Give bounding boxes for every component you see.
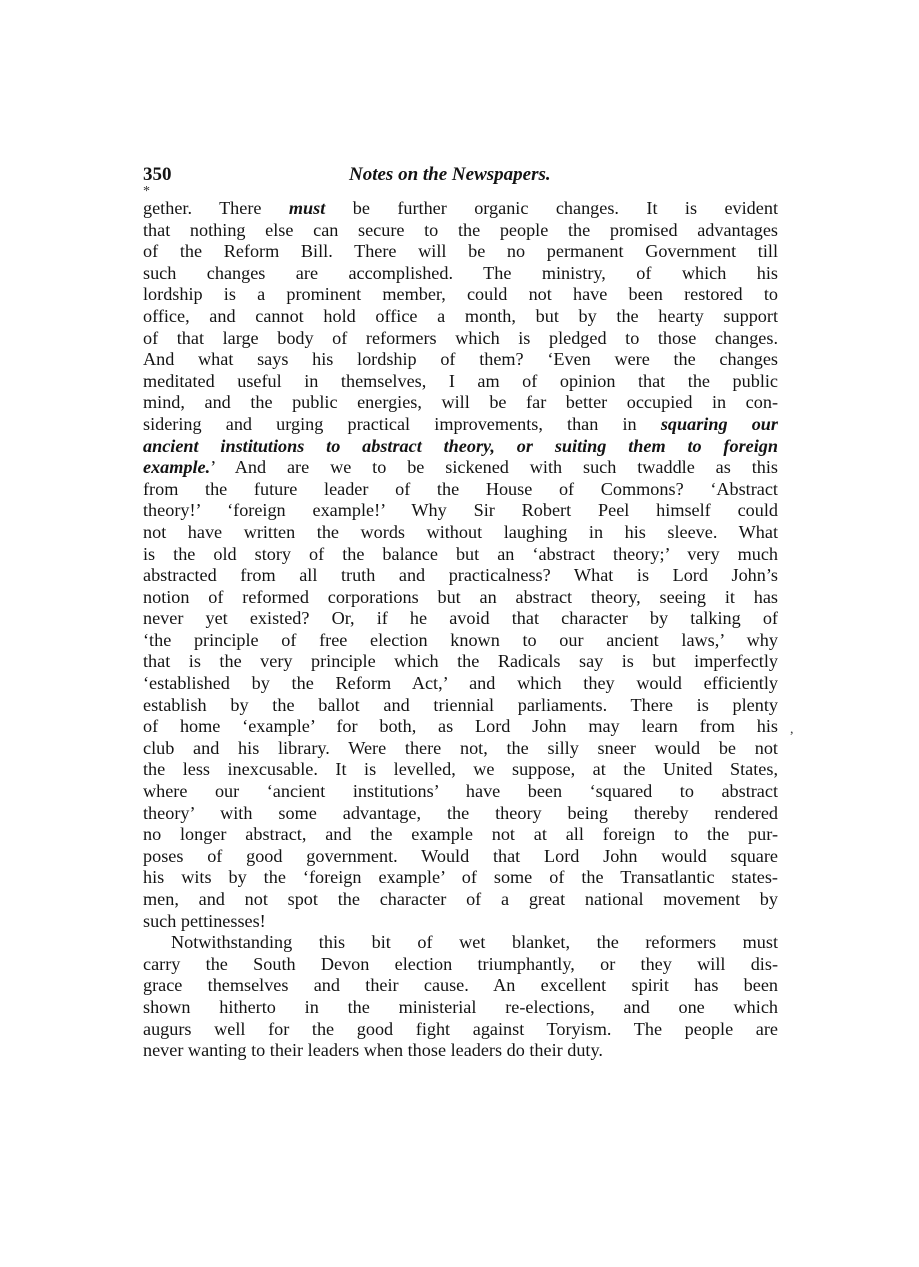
text-run: theory!’ ‘foreign example!’ Why Sir Robert Peel himself could [143, 500, 778, 521]
text-run: no longer abstract, and the example not at all foreign to the pur- [143, 824, 778, 845]
text-line [143, 436, 778, 458]
text-line [143, 241, 778, 263]
text-line [143, 608, 778, 630]
text-run: his wits by the ‘foreign example’ of some of the Transatlantic states- [143, 867, 778, 888]
text-run: the less inexcusable. It is levelled, we suppose, at the United States, [143, 759, 778, 780]
text-run: of the Reform Bill. There will be no permanent Government till [143, 241, 778, 262]
text-line [143, 392, 778, 414]
text-run: never wanting to their leaders when those leaders do their duty. [143, 1040, 603, 1061]
italic-emphasis: squaring our [660, 413, 778, 434]
text-line [143, 198, 778, 220]
page-number: 350 [143, 164, 172, 185]
text-run: ’ And are we to be sickened with such twaddle as this [210, 457, 778, 478]
text-line [143, 349, 778, 371]
paragraph [143, 932, 778, 1062]
text-run: gether. There [143, 198, 289, 218]
text-line [143, 544, 778, 566]
text-run: lordship is a prominent member, could not have been restored to [143, 284, 778, 305]
text-run: such changes are accomplished. The ministry, of which his [143, 262, 778, 283]
text-line [143, 975, 778, 997]
text-run: shown hitherto in the ministerial re-elections, and one which [143, 996, 778, 1017]
text-run: And what says his lordship of them? ‘Even were the changes [143, 349, 778, 370]
text-line [143, 911, 778, 933]
text-line [143, 500, 778, 522]
text-run: not have written the words without laughing in his sleeve. What [143, 521, 778, 542]
text-line [143, 759, 778, 781]
text-line [143, 306, 778, 328]
text-run: from the future leader of the House of Commons? ‘Abstract [143, 478, 778, 499]
text-run: such pettinesses! [143, 910, 266, 931]
text-line [143, 846, 778, 868]
text-line [143, 738, 778, 760]
text-line [143, 565, 778, 587]
running-title: Notes on the Newspapers. [349, 164, 551, 185]
text-run: office, and cannot hold office a month, but by the hearty support [143, 305, 778, 326]
margin-mark: * [143, 184, 150, 199]
margin-mark-right: , [790, 722, 794, 737]
text-line [143, 651, 778, 673]
italic-emphasis: must [288, 198, 326, 218]
text-run: abstracted from all truth and practicalness? What is Lord John’s [143, 565, 778, 586]
text-line [143, 328, 778, 350]
text-line [143, 716, 778, 738]
text-line [143, 997, 778, 1019]
text-line [143, 263, 778, 285]
text-line [143, 630, 778, 652]
text-run: sidering and urging practical improvements, than in [143, 413, 661, 434]
text-line [143, 457, 778, 479]
text-line [143, 284, 778, 306]
text-line [143, 1040, 778, 1062]
paragraph [143, 198, 778, 932]
text-run: grace themselves and their cause. An excellent spirit has been [143, 975, 778, 996]
text-line [143, 522, 778, 544]
text-run: carry the South Devon election triumphantly, or they will dis- [143, 953, 778, 974]
text-line [143, 867, 778, 889]
text-run: meditated useful in themselves, I am of opinion that the public [143, 370, 778, 391]
text-run: notion of reformed corporations but an abstract theory, seeing it has [143, 586, 778, 607]
text-run: theory’ with some advantage, the theory being thereby rendered [143, 802, 778, 823]
text-run: that is the very principle which the Radicals say is but imperfectly [143, 651, 778, 672]
text-run: augurs well for the good fight against Toryism. The people are [143, 1018, 778, 1039]
text-line [143, 803, 778, 825]
text-run: where our ‘ancient institutions’ have been ‘squared to abstract [143, 781, 778, 802]
text-line [143, 781, 778, 803]
text-run: that nothing else can secure to the people the promised advantages [143, 219, 778, 240]
text-run: ‘established by the Reform Act,’ and which they would efficiently [143, 673, 778, 694]
text-line [143, 673, 778, 695]
text-line [143, 220, 778, 242]
text-run: mind, and the public energies, will be far better occupied in con- [143, 392, 778, 413]
text-line [143, 371, 778, 393]
text-line [143, 695, 778, 717]
text-line [143, 479, 778, 501]
text-run: of that large body of reformers which is pledged to those changes. [143, 327, 778, 348]
text-run: is the old story of the balance but an ‘abstract theory;’ very much [143, 543, 778, 564]
article-body [143, 198, 778, 1062]
text-line [143, 414, 778, 436]
text-run: men, and not spot the character of a great national movement by [143, 889, 778, 909]
text-run: Notwithstanding this bit of wet blanket, the reformers must [171, 932, 778, 953]
text-line [143, 932, 778, 954]
text-run: poses of good government. Would that Lord John would square [143, 845, 778, 866]
text-run: never yet existed? Or, if he avoid that character by talking of [143, 608, 778, 629]
text-run: establish by the ballot and triennial parliaments. There is plenty [143, 694, 778, 715]
text-run: club and his library. Were there not, the silly sneer would be not [143, 737, 778, 758]
italic-emphasis: example. [143, 457, 211, 478]
text-line [143, 954, 778, 976]
text-line [143, 889, 778, 911]
text-line [143, 587, 778, 609]
text-line [143, 824, 778, 846]
text-run: be further organic changes. It is evident [325, 198, 778, 218]
text-run: of home ‘example’ for both, as Lord John may learn from his [143, 716, 778, 737]
text-run: ‘the principle of free election known to our ancient laws,’ why [143, 629, 778, 650]
italic-emphasis: ancient institutions to abstract theory, or suiting them to foreign [143, 435, 778, 456]
text-line [143, 1019, 778, 1041]
running-header [143, 164, 783, 190]
